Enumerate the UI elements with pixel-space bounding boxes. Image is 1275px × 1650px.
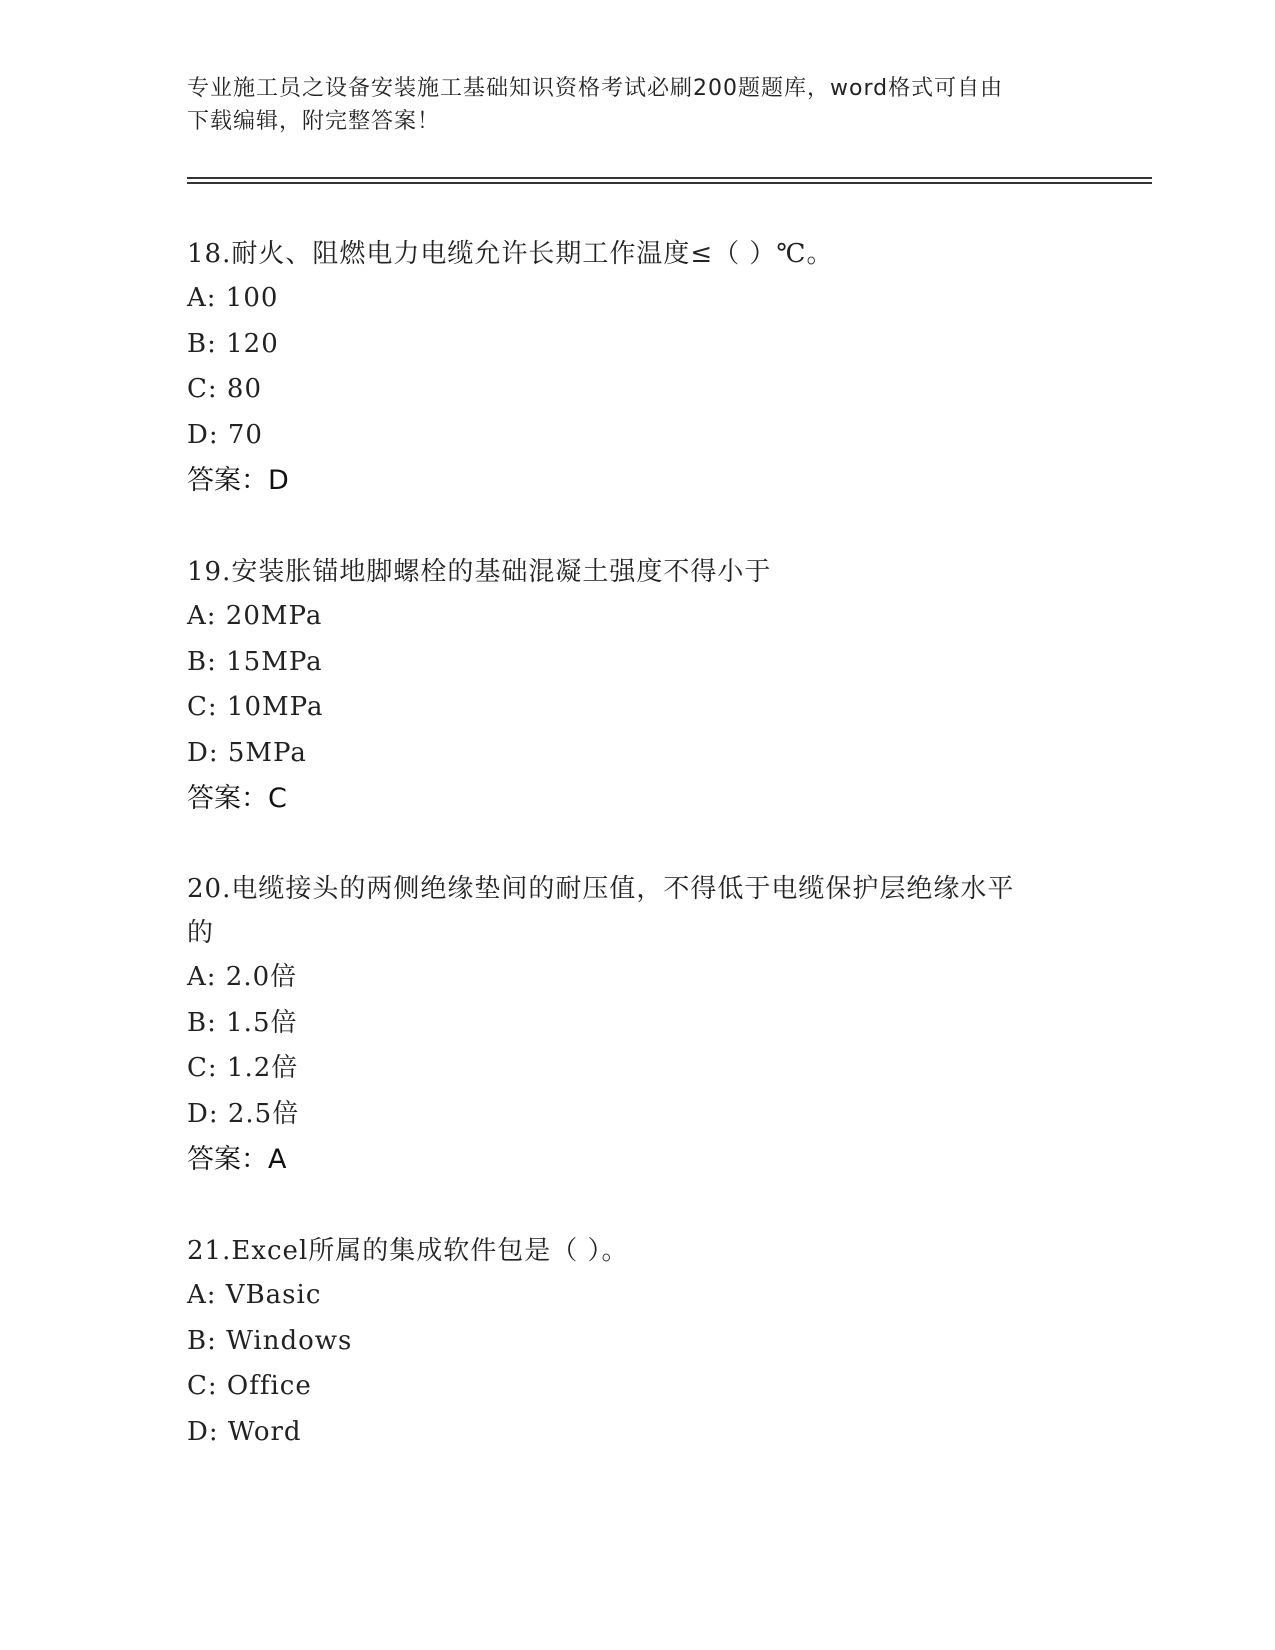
option-c: C: 10MPa bbox=[187, 692, 324, 722]
header-line-1: 专业施工员之设备安装施工基础知识资格考试必刷200题题库，word格式可自由 bbox=[187, 76, 1004, 101]
option-c: C: 80 bbox=[187, 374, 263, 404]
option-d: D: 70 bbox=[187, 419, 263, 450]
header-line-2: 下载编辑，附完整答案！ bbox=[187, 109, 441, 134]
option-c: C: Office bbox=[187, 1371, 312, 1401]
question-stem: 18.耐火、阻燃电力电缆允许长期工作温度≤（ ）℃。 bbox=[187, 239, 834, 269]
answer-label: 答案：C bbox=[187, 783, 287, 814]
option-b: B: 1.5倍 bbox=[187, 1007, 298, 1038]
option-d: D: 2.5倍 bbox=[187, 1098, 300, 1129]
question-stem-line-1: 20.电缆接头的两侧绝缘垫间的耐压值，不得低于电缆保护层绝缘水平 bbox=[187, 874, 1015, 904]
option-b: B: 120 bbox=[187, 328, 279, 359]
option-d: D: 5MPa bbox=[187, 737, 307, 768]
question-21 bbox=[187, 1229, 1087, 1455]
option-a: A: 100 bbox=[187, 283, 279, 313]
option-c: C: 1.2倍 bbox=[187, 1053, 299, 1083]
question-stem: 19.安装胀锚地脚螺栓的基础混凝土强度不得小于 bbox=[187, 557, 772, 587]
header-divider-top bbox=[187, 177, 1152, 179]
option-a: A: 2.0倍 bbox=[187, 962, 298, 992]
option-d: D: Word bbox=[187, 1416, 302, 1447]
option-a: A: VBasic bbox=[187, 1280, 322, 1310]
document-header bbox=[187, 72, 1067, 138]
option-a: A: 20MPa bbox=[187, 601, 323, 631]
option-b: B: 15MPa bbox=[187, 646, 323, 677]
header-divider-bottom bbox=[187, 182, 1152, 184]
answer-label: 答案：D bbox=[187, 465, 289, 496]
question-stem-line-2: 的 bbox=[187, 918, 215, 948]
answer-label: 答案：A bbox=[187, 1144, 287, 1175]
option-b: B: Windows bbox=[187, 1325, 353, 1356]
question-19 bbox=[187, 550, 1087, 821]
question-stem: 21.Excel所属的集成软件包是（ ）。 bbox=[187, 1236, 629, 1266]
question-18 bbox=[187, 232, 1087, 503]
question-20 bbox=[187, 867, 1087, 1182]
